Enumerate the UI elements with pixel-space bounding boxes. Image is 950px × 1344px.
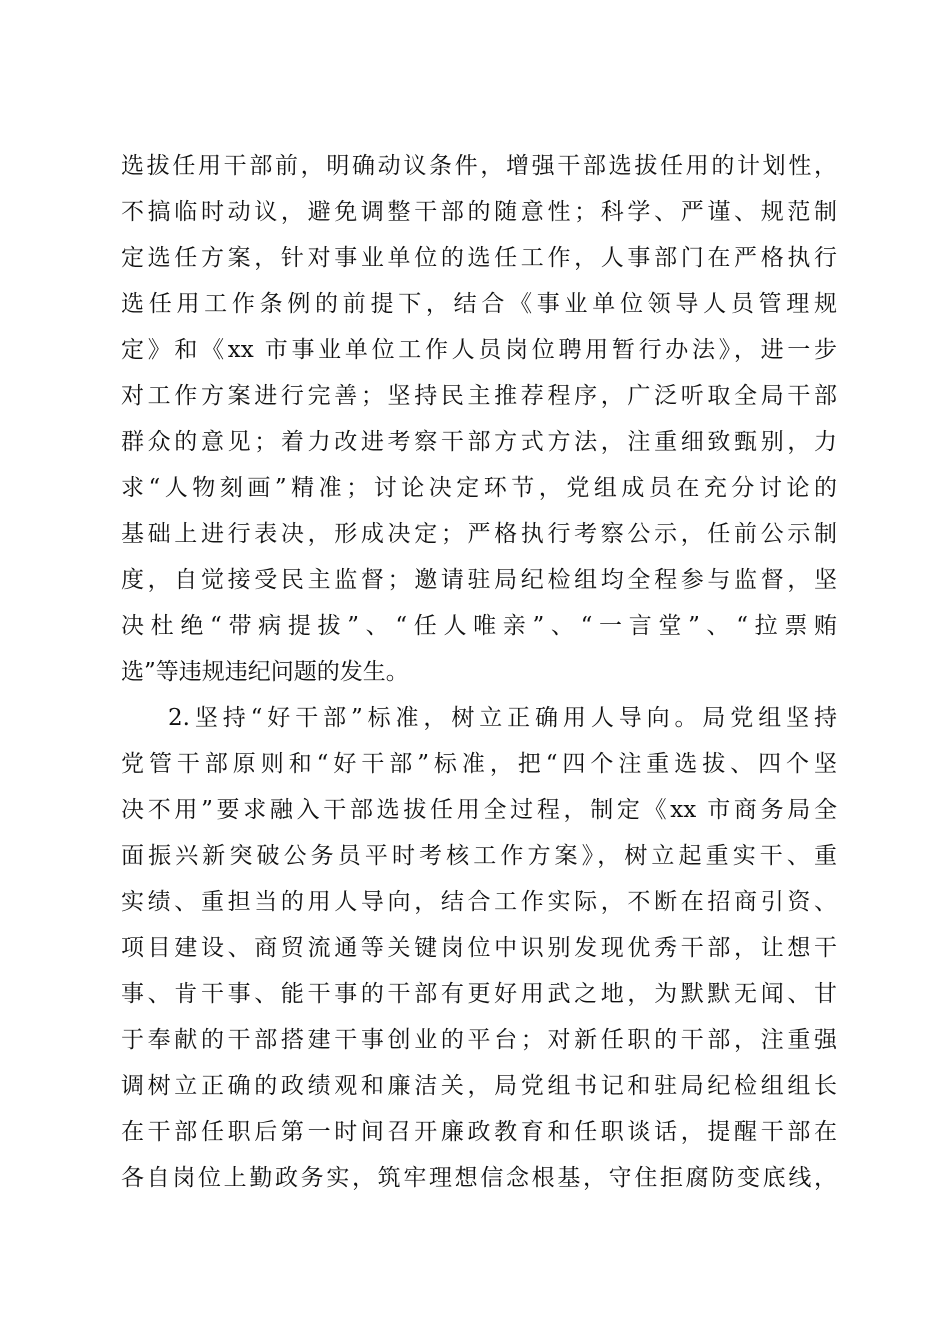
paragraph-1-line-12: 选”等违规违纪问题的发生。 xyxy=(121,659,409,685)
paragraph-2-line-9: 调树立正确的政绩观和廉洁关，局党组书记和驻局纪检组组长 xyxy=(121,1073,837,1099)
paragraph-2-line-7: 事、肯干事、能干事的干部有更好用武之地，为默默无闻、甘 xyxy=(121,981,837,1007)
paragraph-2-line-2: 党管干部原则和“好干部”标准，把“四个注重选拔、四个坚 xyxy=(121,751,837,777)
paragraph-2-line-11: 各自岗位上勤政务实，筑牢理想信念根基，守住拒腐防变底线， xyxy=(121,1165,837,1191)
paragraph-2-line-1: 2.坚持“好干部”标准，树立正确用人导向。局党组坚持 xyxy=(168,705,837,731)
paragraph-2-line-4: 面振兴新突破公务员平时考核工作方案》，树立起重实干、重 xyxy=(121,843,837,869)
paragraph-1-line-8: 求“人物刻画”精准；讨论决定环节，党组成员在充分讨论的 xyxy=(121,475,837,501)
paragraph-2-line-10: 在干部任职后第一时间召开廉政教育和任职谈话，提醒干部在 xyxy=(121,1119,837,1145)
paragraph-1-line-7: 群众的意见；着力改进考察干部方式方法，注重细致甄别，力 xyxy=(121,429,837,455)
paragraph-1-line-6: 对工作方案进行完善；坚持民主推荐程序，广泛听取全局干部 xyxy=(121,383,837,409)
paragraph-1-line-3: 定选任方案，针对事业单位的选任工作，人事部门在严格执行 xyxy=(121,245,837,271)
paragraph-1-line-2: 不搞临时动议，避免调整干部的随意性；科学、严谨、规范制 xyxy=(121,199,837,225)
paragraph-1-line-9: 基础上进行表决，形成决定；严格执行考察公示，任前公示制 xyxy=(121,521,837,547)
paragraph-1-line-5: 定》和《xx 市事业单位工作人员岗位聘用暂行办法》，进一步 xyxy=(121,337,837,363)
paragraph-1-line-10: 度，自觉接受民主监督；邀请驻局纪检组均全程参与监督，坚 xyxy=(121,567,837,593)
paragraph-2-line-8: 于奉献的干部搭建干事创业的平台；对新任职的干部，注重强 xyxy=(121,1027,837,1053)
paragraph-2-line-3: 决不用”要求融入干部选拔任用全过程，制定《xx 市商务局全 xyxy=(121,797,837,823)
paragraph-1-line-4: 选任用工作条例的前提下，结合《事业单位领导人员管理规 xyxy=(121,291,837,317)
paragraph-2-line-6: 项目建设、商贸流通等关键岗位中识别发现优秀干部，让想干 xyxy=(121,935,837,961)
paragraph-1-line-11: 决杜绝“带病提拔”、“任人唯亲”、“一言堂”、“拉票贿 xyxy=(121,613,837,639)
paragraph-1-line-1: 选拔任用干部前，明确动议条件，增强干部选拔任用的计划性， xyxy=(121,153,837,179)
paragraph-2-line-5: 实绩、重担当的用人导向，结合工作实际，不断在招商引资、 xyxy=(121,889,837,915)
